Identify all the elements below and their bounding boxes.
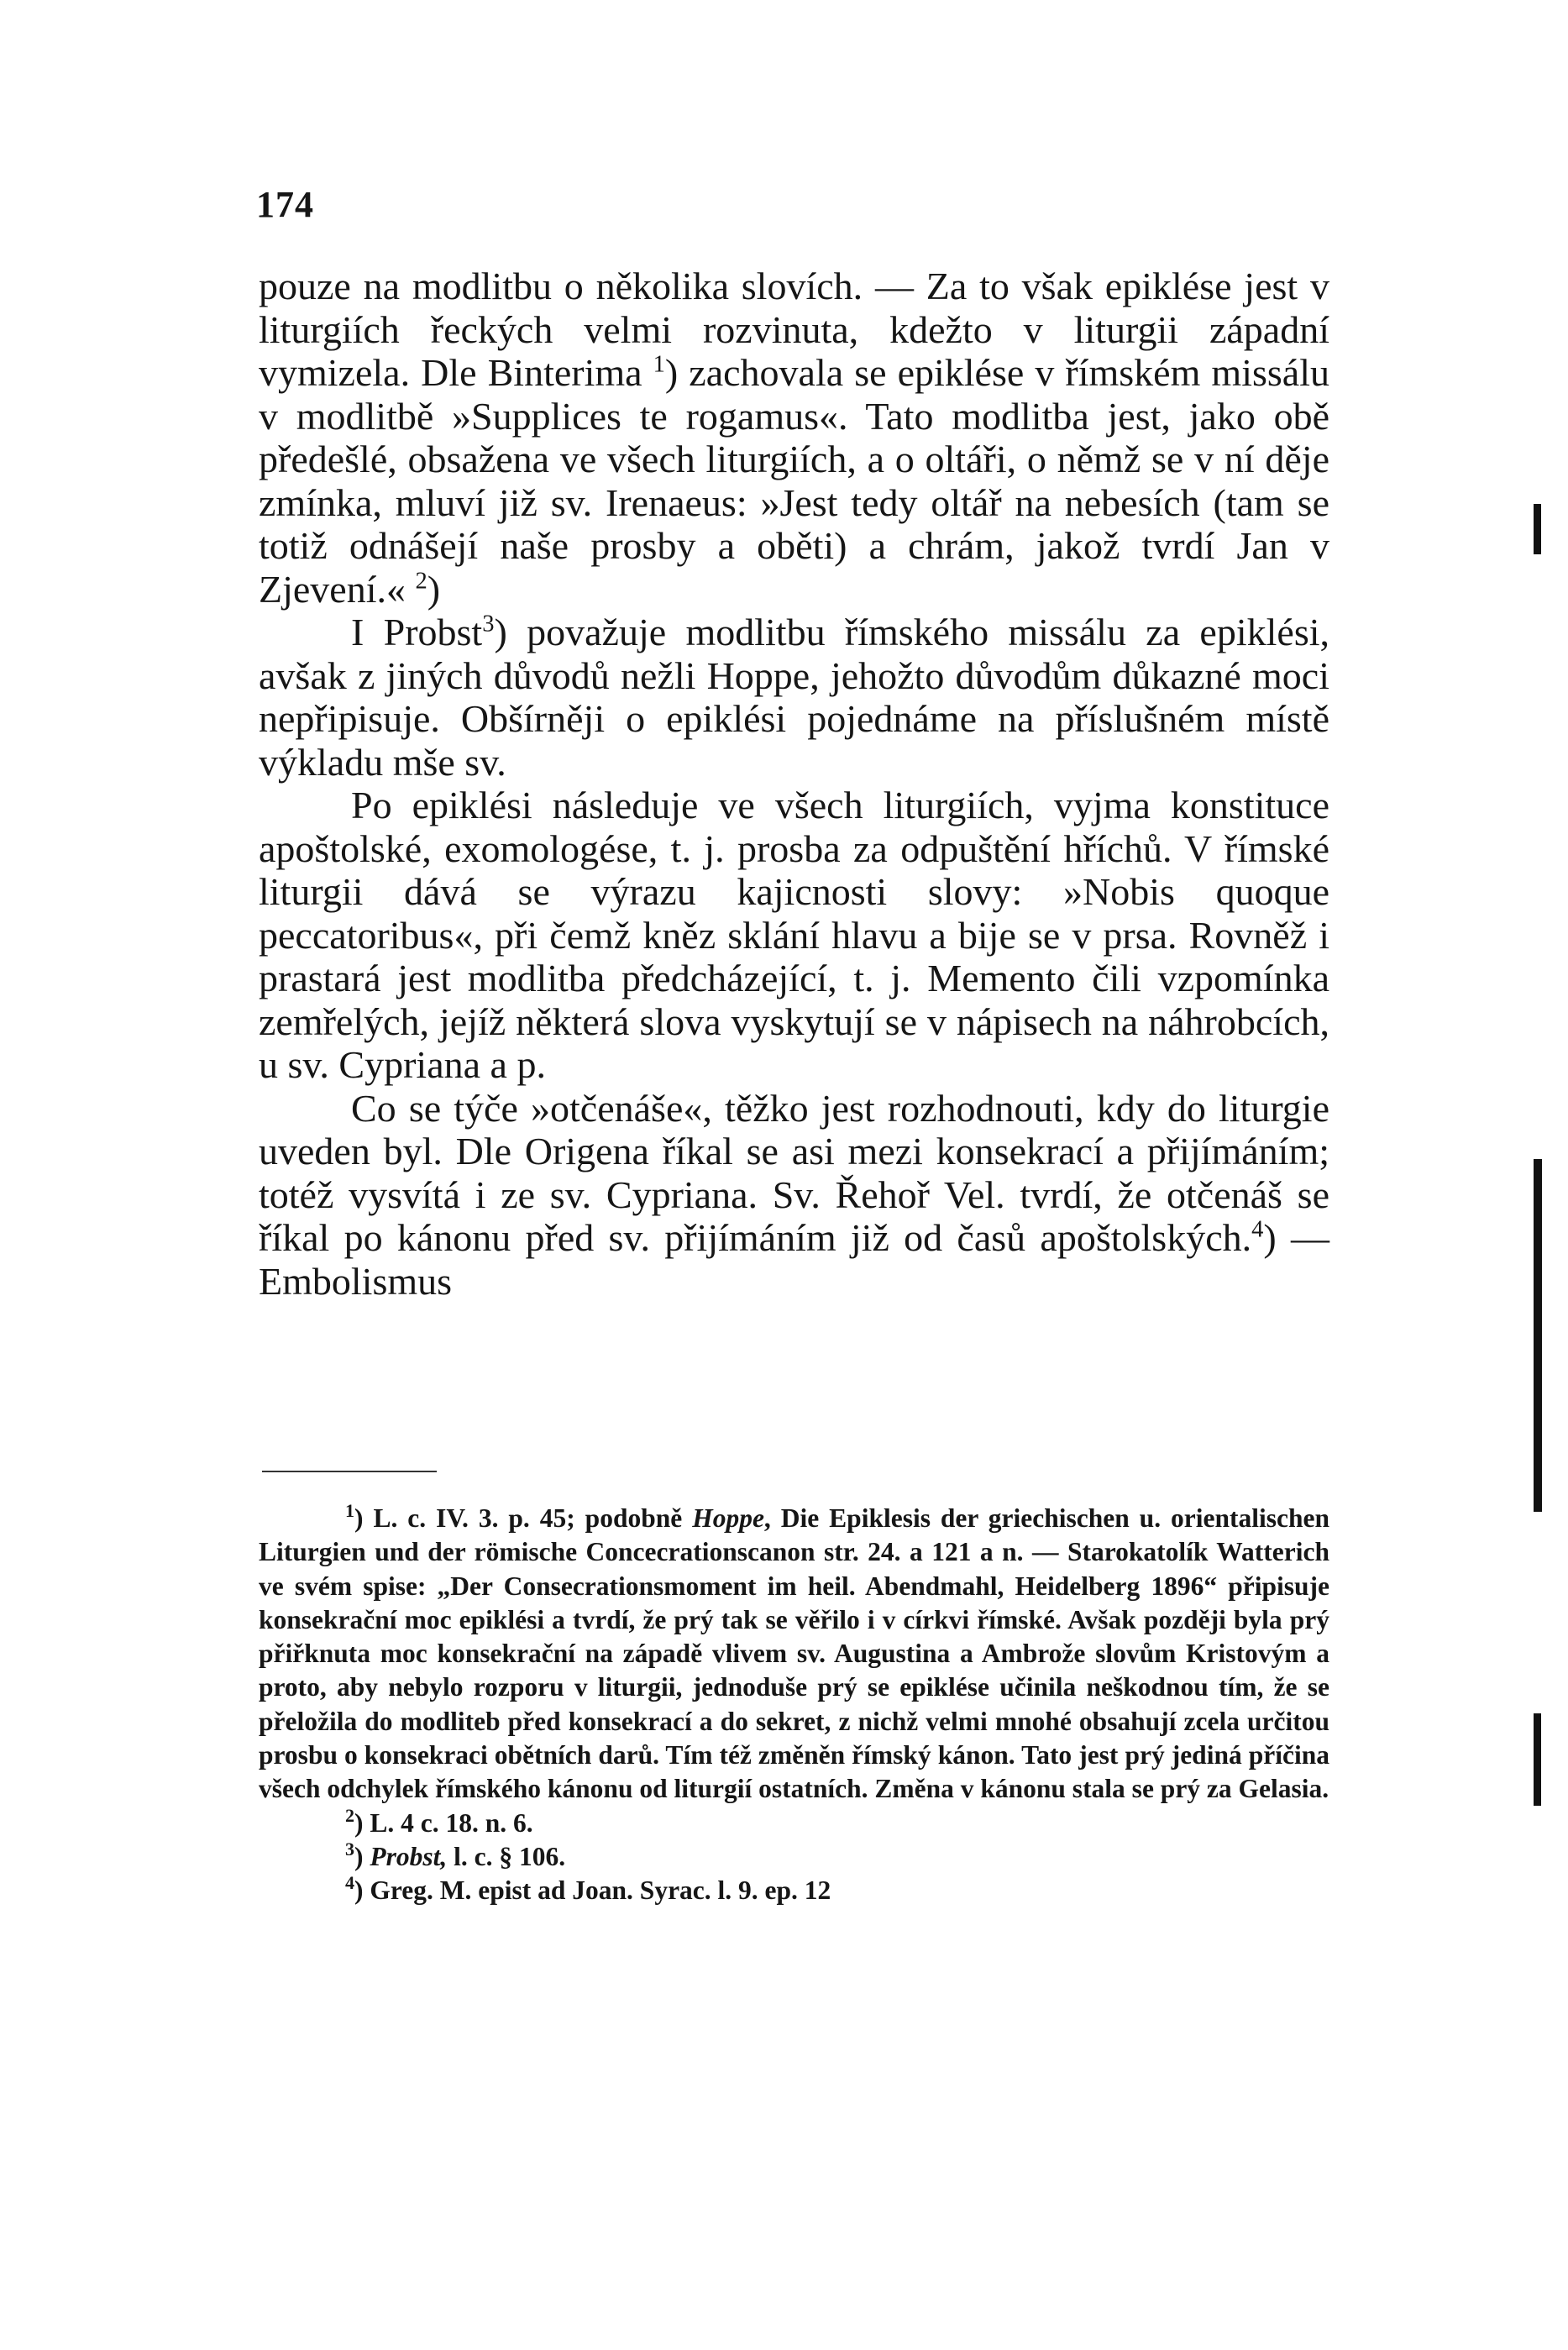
footnote-ref-4: 4 <box>1251 1216 1264 1243</box>
footnote-2: $^2$) L. 4 c. 18. n. 6. <box>345 1804 533 1838</box>
scan-edge-mark <box>1534 1159 1542 1512</box>
footnotes <box>259 1499 1329 1908</box>
scan-edge-mark <box>1534 1713 1541 1806</box>
footnote-3: $^3$) Probst, l. c. § 106. <box>345 1838 566 1871</box>
footnote-1: $^1$) L. c. IV. 3. p. 45; podobně Hoppe, Die Epiklesis der griechischen u. orientalischen Liturgien und der römische Concecrationscanon str. 24. a 121 a n. — Starokatolík Watterich ve svém spise: „Der Consecrationsmoment im heil. Abendmahl, Heidelberg 1896“ připisuje konsekrační moc epiklési a tvrdí, že prý tak se věřilo i v církvi římské. Avšak později byla prý přiřknuta moc konsekrační na západě vlivem sv. Augustina a Ambrože slovům Kristovým a proto, aby nebylo rozporu v liturgii, jednoduše prý se epiklése učinila neškodnou tím, že se přeložila do modliteb před konsekrací a do sekret, z nichž velmi mnohé obsahují zcela určitou prosbu o konsekraci obětních darů. Tím též změněn římský kánon. Tato jest prý jediná příčina všech odchylek římského kánonu od liturgií ostatních. Změna v kánonu stala se prý za Gelasia. <box>259 1499 1329 1804</box>
scan-edge-mark <box>1534 504 1541 554</box>
footnote-ref-3: 3 <box>482 611 495 637</box>
paragraph-1: pouze na modlitbu o několika slovích. — Za to však epiklése jest v liturgiích řeckých velmi rozvinuta, kdežto v liturgii západní vymizela. Dle Binterima $^1$) zachovala se epiklése v římském missálu v modlitbě »Supplices te rogamus«. Tato modlitba jest, jako obě předešlé, obsažena ve všech liturgiích, a o oltáři, o němž se v ní děje zmínka, mluví již sv. Irenaeus: »Jest tedy oltář na nebesích (tam se totiž odnášejí naše prosby a oběti) a chrám, jakož tvrdí Jan v Zjevení.« $^2$) <box>259 265 1329 611</box>
footnote-4: $^4$) Greg. M. epist ad Joan. Syrac. l. 9. ep. 12 <box>345 1872 831 1906</box>
paragraph-3: Po epiklési následuje ve všech liturgiích, vyjma konstituce apoštolské, exomologése, t. j. prosba za odpuštění hříchů. V římské liturgii dává se výrazu kajicnosti slovy: »Nobis quoque peccatoribus«, při čemž kněz sklání hlavu a bije se v prsa. Rovněž i prastará jest modlitba předcházející, t. j. Memento čili vzpomínka zemřelých, jejíž některá slova vyskytují se v nápisech na náhrobcích, u sv. Cypriana a p. <box>259 784 1329 1086</box>
page-number: 174 <box>256 184 314 225</box>
footnote-ref-1: 1 <box>653 351 665 378</box>
footnote-separator <box>262 1471 437 1472</box>
paragraph-4: Co se týče »otčenáše«, těžko jest rozhodnouti, kdy do liturgie uveden byl. Dle Origena říkal se asi mezi konsekrací a přijímáním; totéž vysvítá i ze sv. Cypriana. Sv. Řehoř Vel. tvrdí, že otčenáš se říkal po kánonu před sv. přijímáním již od časů apoštolských.$^4$) — Embolismus <box>259 1086 1329 1303</box>
footnote-ref-2: 2 <box>415 568 427 595</box>
author-hoppe: Hoppe <box>692 1503 764 1533</box>
main-text <box>259 265 1329 1303</box>
paragraph-2: I Probst$^3$) považuje modlitbu římského missálu za epiklési, avšak z jiných důvodů nežli Hoppe, jehožto důvodům důkazné moci nepřipisuje. Obšírněji o epiklési pojednáme na příslušném místě výkladu mše sv. <box>259 611 1329 784</box>
author-probst: Probst, <box>370 1841 448 1871</box>
